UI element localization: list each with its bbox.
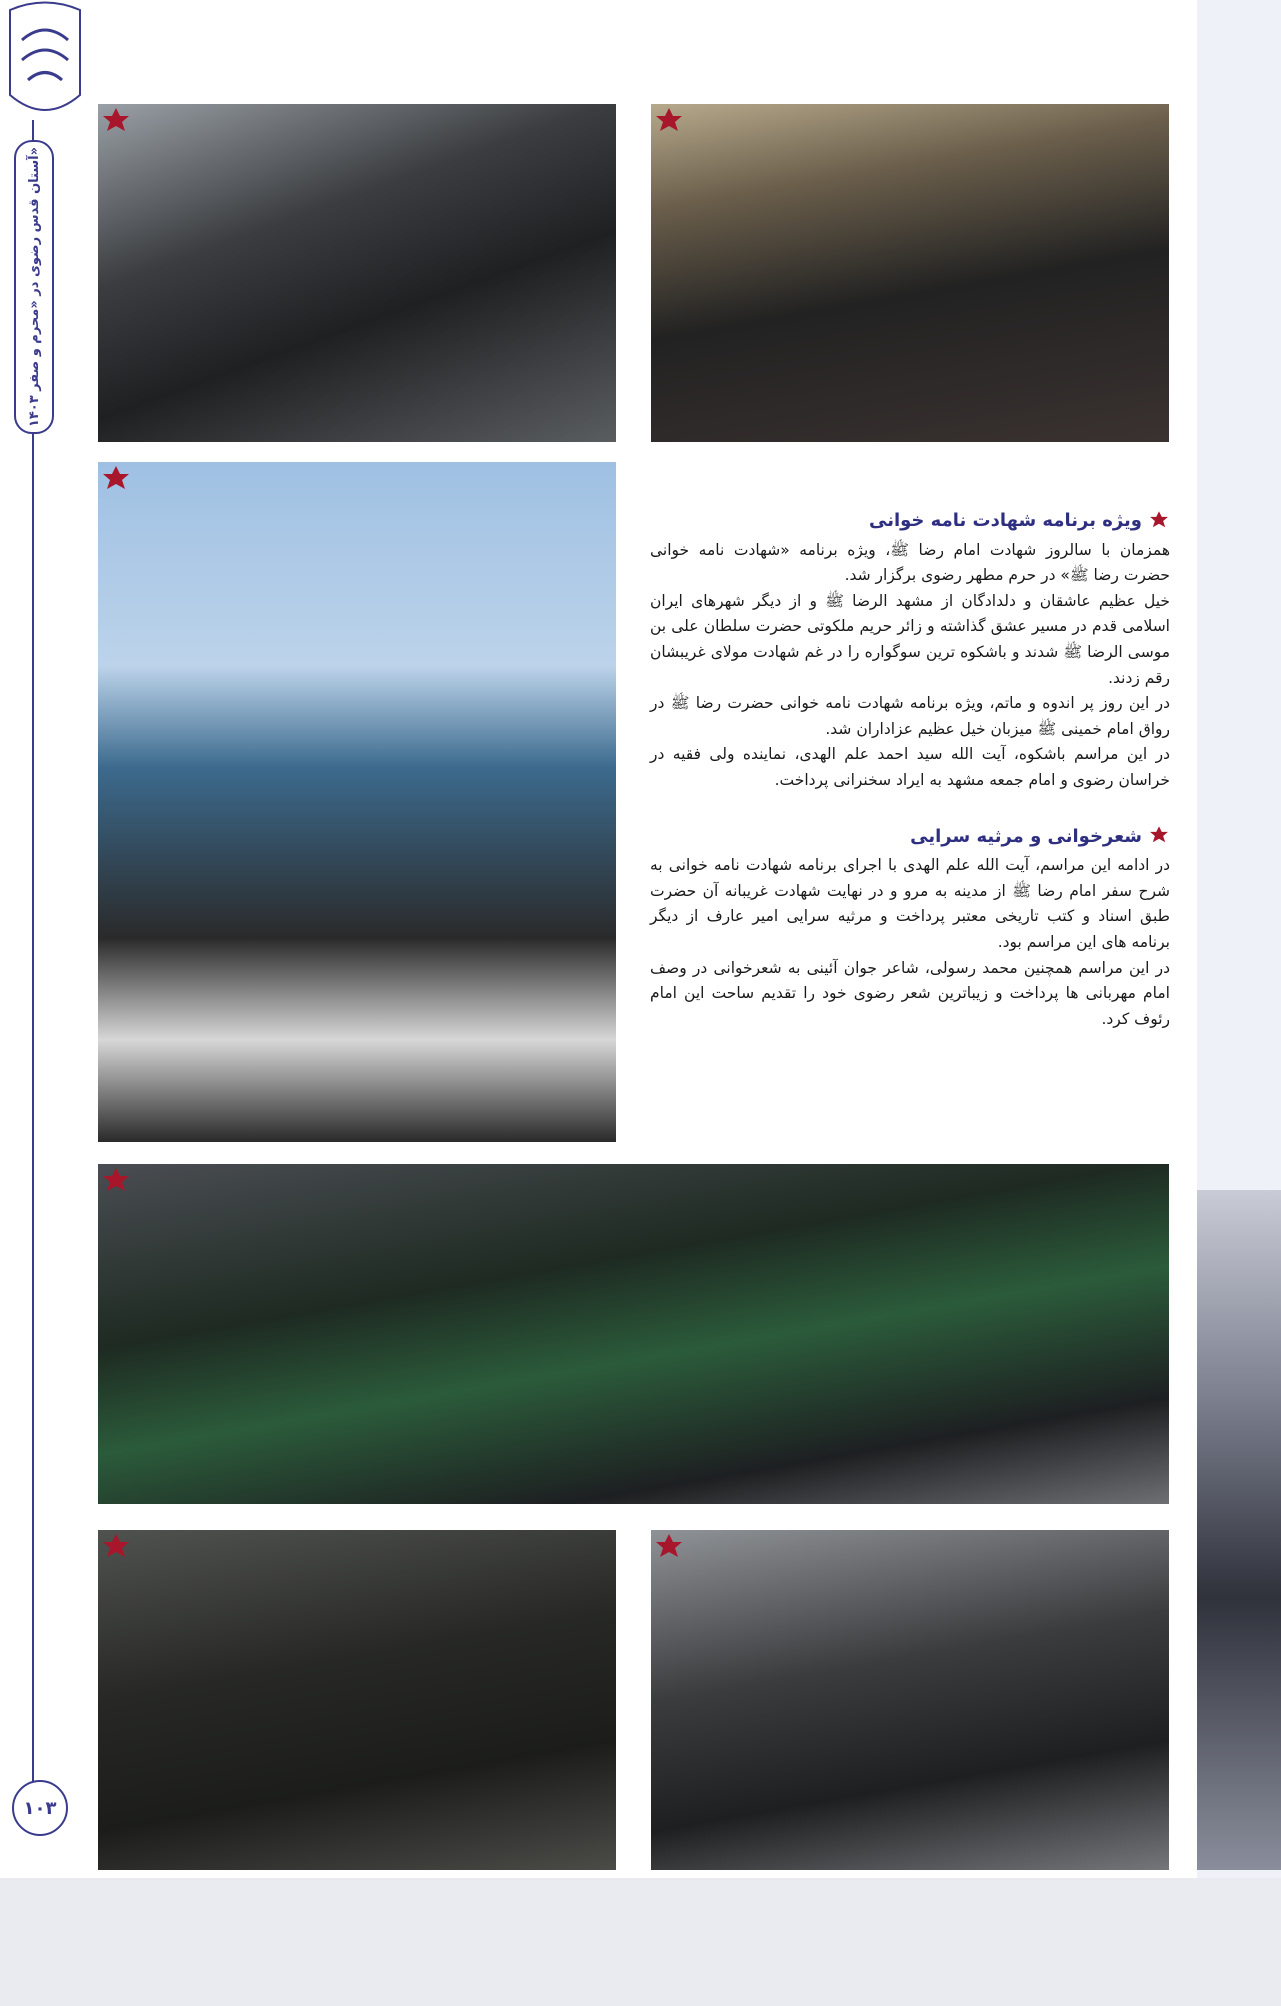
- section-shahadat-name-khani: [650, 508, 1170, 794]
- paragraph: در این مراسم باشکوه، آیت الله سید احمد علم الهدی، نماینده ولی فقیه در خراسان رضوی و امام جمعه مشهد به ایراد سخنرانی پرداخت.: [650, 745, 1170, 789]
- page-number: ۱۰۳: [12, 1780, 68, 1836]
- flower-bullet-icon: [1148, 825, 1170, 847]
- photo-minaret-flag-bearers: [98, 462, 616, 1142]
- flower-badge-icon: [100, 1532, 132, 1564]
- paragraph: در این روز پر اندوه و ماتم، ویژه برنامه شهادت نامه خوانی حضرت رضا ﷺ در رواق امام خمینی ﷺ میزبان خیل عظیم عزاداران شد.: [650, 694, 1170, 738]
- edge-photo: [1197, 1190, 1281, 1870]
- article-text: [650, 508, 1170, 1032]
- flower-badge-icon: [653, 1532, 685, 1564]
- photo-courtyard-mourners: [651, 1530, 1169, 1870]
- paragraph: در این مراسم همچنین محمد رسولی، شاعر جوان آئینی به شعرخوانی در وصف امام مهربانی ها پرداخت و زیباترین شعر رضوی خود را تقدیم ساحت این امام رئوف کرد.: [650, 958, 1170, 1028]
- section-sher-khani: [650, 824, 1170, 1033]
- section-heading-text: ویژه برنامه شهادت نامه خوانی: [868, 510, 1142, 531]
- left-sidebar: [0, 0, 70, 1878]
- flower-badge-icon: [100, 106, 132, 138]
- page-bottom-margin: [0, 1878, 1281, 2006]
- flower-badge-icon: [100, 464, 132, 496]
- paragraph: خیل عظیم عاشقان و دلدادگان از مشهد الرضا ﷺ و از دیگر شهرهای ایران اسلامی قدم در مسیر عشق گذاشته و زائر حریم ملکوتی حضرت سلطان علی بن موسی الرضا ﷺ شدند و باشکوه ترین سوگواره را در غم شهادت مولای غریبشان رقم زدند.: [650, 591, 1170, 687]
- photo-green-uniform-procession: [98, 1164, 1169, 1504]
- section-heading: [650, 508, 1170, 534]
- flower-badge-icon: [653, 106, 685, 138]
- paragraph: همزمان با سالروز شهادت امام رضا ﷺ، ویژه برنامه «شهادت نامه خوانی حضرت رضا ﷺ» در حرم مطهر رضوی برگزار شد.: [650, 540, 1170, 585]
- flower-bullet-icon: [1148, 510, 1170, 532]
- photo-mourners-courtyard: [98, 104, 616, 442]
- photo-mourners-green-banner: [651, 104, 1169, 442]
- section-label: [14, 140, 54, 434]
- flower-badge-icon: [100, 1166, 132, 1198]
- photo-crowd-with-banners: [98, 1530, 616, 1870]
- paragraph: در ادامه این مراسم، آیت الله علم الهدی با اجرای برنامه شهادت نامه خوانی به شرح سفر امام رضا ﷺ از مدینه به مرو و در نهایت شهادت غریبانه آن حضرت طبق اسناد و کتب تاریخی معتبر پرداخت و مرثیه سرایی امیر عارف از دیگر برنامه های این مراسم بود.: [650, 856, 1170, 951]
- section-heading-text: شعرخوانی و مرثیه سرایی: [910, 825, 1142, 847]
- section-heading: [650, 824, 1170, 850]
- section-label-text: آستان قدس رضوی در «محرم و صفر ۱۴۰۳»: [26, 146, 42, 428]
- magazine-logo-icon: [0, 0, 90, 120]
